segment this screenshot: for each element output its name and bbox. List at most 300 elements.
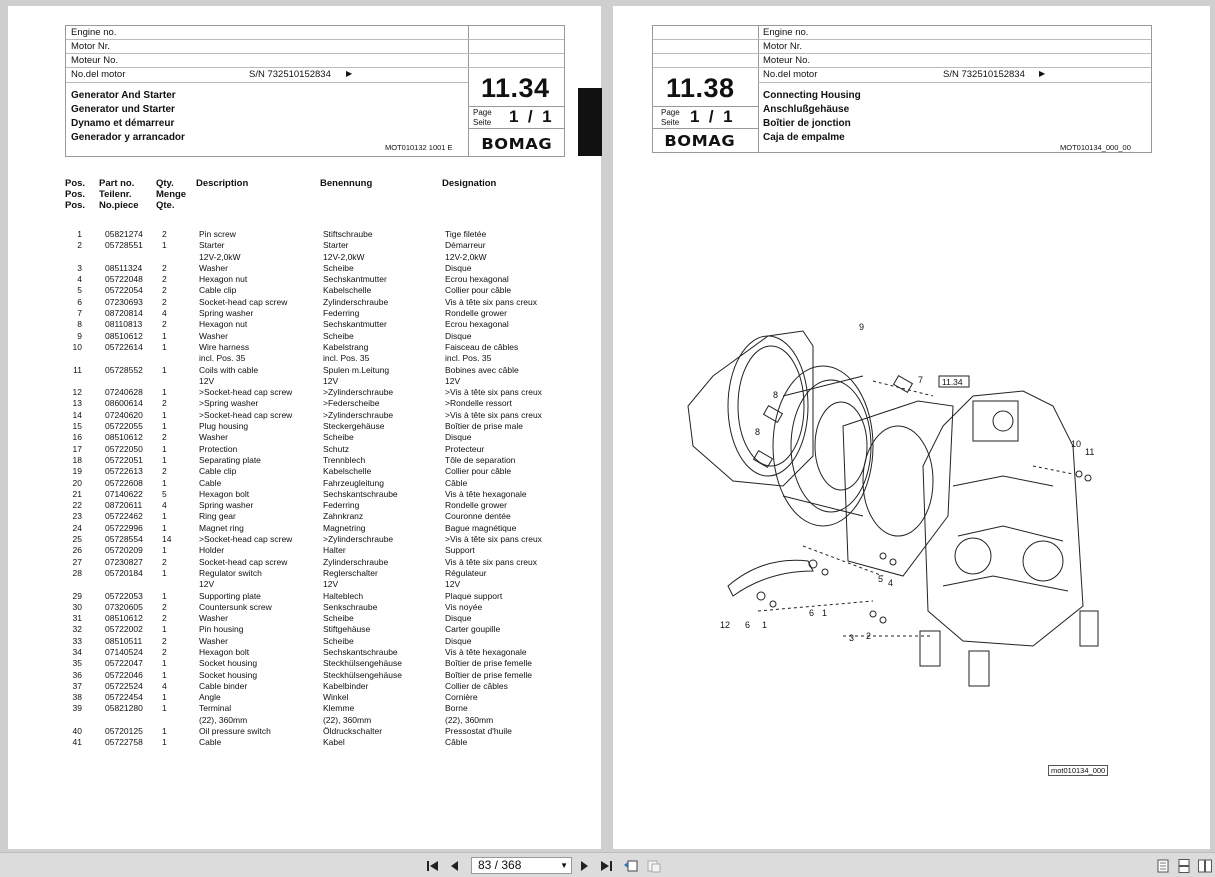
engine-no-label: Engine no. bbox=[758, 26, 1151, 40]
callout-4: 4 bbox=[888, 578, 894, 588]
description-cell: >Socket-head cap screw bbox=[199, 534, 293, 545]
designation-cell: Boîtier de prise femelle bbox=[445, 669, 532, 680]
designation-cell: 12V bbox=[445, 375, 461, 386]
description-cell: Hexagon bolt bbox=[199, 646, 250, 657]
benennung-cell: Zylinderschraube bbox=[323, 296, 389, 307]
designation-cell: Ecrou hexagonal bbox=[445, 319, 509, 330]
pos-cell: 20 bbox=[72, 477, 82, 488]
seite-label: Seite bbox=[661, 118, 680, 127]
part-number-cell: 05722047 bbox=[105, 658, 143, 669]
pos-cell: 24 bbox=[72, 522, 82, 533]
benennung-cell: Fahrzeugleitung bbox=[323, 477, 384, 488]
qty-cell: 2 bbox=[162, 556, 167, 567]
part-number-cell: 05722608 bbox=[105, 477, 143, 488]
viewer-toolbar bbox=[0, 852, 1215, 877]
col-designation: Designation bbox=[442, 178, 497, 189]
description-cell: incl. Pos. 35 bbox=[199, 353, 246, 364]
go-forward-view-icon[interactable] bbox=[645, 857, 663, 874]
pos-cell: 19 bbox=[72, 466, 82, 477]
designation-cell: 12V bbox=[445, 579, 461, 590]
pos-cell: 6 bbox=[77, 296, 82, 307]
benennung-cell: (22), 360mm bbox=[323, 714, 372, 725]
col-description: Description bbox=[196, 178, 249, 189]
pos-cell: 3 bbox=[77, 262, 82, 273]
pos-cell: 29 bbox=[72, 590, 82, 601]
benennung-cell: Sechskantschraube bbox=[323, 488, 398, 499]
designation-cell: Régulateur bbox=[445, 567, 487, 578]
benennung-cell: Scheibe bbox=[323, 613, 354, 624]
description-cell: Cable bbox=[199, 477, 222, 488]
qty-cell: 1 bbox=[162, 477, 167, 488]
description-cell: Spring washer bbox=[199, 500, 254, 511]
description-cell: Washer bbox=[199, 432, 228, 443]
benennung-cell: Scheibe bbox=[323, 432, 354, 443]
benennung-cell: Öldruckschalter bbox=[323, 726, 383, 737]
title-es: Caja de empalme bbox=[763, 132, 845, 143]
pos-cell: 31 bbox=[72, 613, 82, 624]
benennung-cell: Federring bbox=[323, 500, 360, 511]
engine-block-shape bbox=[923, 391, 1083, 646]
benennung-cell: 12V bbox=[323, 375, 339, 386]
qty-cell: 2 bbox=[162, 601, 167, 612]
qty-cell: 1 bbox=[162, 409, 167, 420]
description-cell: Washer bbox=[199, 613, 228, 624]
pos-cell: 21 bbox=[72, 488, 82, 499]
description-cell: Hexagon nut bbox=[199, 319, 248, 330]
designation-cell: Carter goupille bbox=[445, 624, 501, 635]
designation-cell: Disque bbox=[445, 432, 472, 443]
qty-cell: 1 bbox=[162, 511, 167, 522]
qty-cell: 1 bbox=[162, 387, 167, 398]
part-number-cell: 05720125 bbox=[105, 726, 143, 737]
qty-cell: 1 bbox=[162, 341, 167, 352]
pos-cell: 17 bbox=[72, 443, 82, 454]
description-cell: Holder bbox=[199, 545, 225, 556]
qty-cell: 1 bbox=[162, 658, 167, 669]
pos-cell: 25 bbox=[72, 534, 82, 545]
qty-cell: 1 bbox=[162, 454, 167, 465]
designation-cell: Couronne dentée bbox=[445, 511, 511, 522]
description-cell: 12V-2,0kW bbox=[199, 251, 241, 262]
section-number: 11.38 bbox=[666, 73, 735, 103]
part-number-cell: 05722758 bbox=[105, 737, 143, 748]
qty-cell: 1 bbox=[162, 545, 167, 556]
designation-cell: >Vis à tête six pans creux bbox=[445, 409, 542, 420]
part-number-cell: 05722524 bbox=[105, 680, 143, 691]
part-number-cell: 05720184 bbox=[105, 567, 143, 578]
part-number-cell: 05722614 bbox=[105, 341, 143, 352]
benennung-cell: Scheibe bbox=[323, 635, 354, 646]
qty-cell: 4 bbox=[162, 500, 167, 511]
serial-number: S/N 732510152834 bbox=[249, 69, 331, 80]
benennung-cell: Reglerschalter bbox=[323, 567, 378, 578]
designation-cell: Faisceau de câbles bbox=[445, 341, 519, 352]
next-page-icon[interactable] bbox=[578, 857, 592, 874]
motor-nr-label: Motor Nr. bbox=[758, 40, 1151, 54]
pos-cell: 15 bbox=[72, 421, 82, 432]
title-fr: Dynamo et démarreur bbox=[71, 118, 175, 129]
description-cell: Socket-head cap screw bbox=[199, 556, 288, 567]
benennung-cell: 12V bbox=[323, 579, 339, 590]
designation-cell: Câble bbox=[445, 477, 468, 488]
facing-pages-view-icon[interactable] bbox=[1198, 857, 1212, 874]
pos-cell: 10 bbox=[72, 341, 82, 352]
section-tab-marker bbox=[578, 88, 602, 156]
designation-cell: Tôle de separation bbox=[445, 454, 516, 465]
designation-cell: Tige filetée bbox=[445, 229, 487, 239]
engine-no-label: Engine no. bbox=[66, 26, 468, 40]
qty-cell: 2 bbox=[162, 296, 167, 307]
doc-id: MOT010134_000_00 bbox=[1060, 143, 1131, 152]
ref-box-11-34[interactable]: 11.34 bbox=[942, 377, 963, 387]
designation-cell: Rondelle grower bbox=[445, 308, 507, 319]
page-label: Page bbox=[661, 108, 680, 117]
designation-cell: Vis noyée bbox=[445, 601, 483, 612]
figure-id-label: mot010134_000 bbox=[1048, 765, 1108, 776]
benennung-cell: Magnetring bbox=[323, 522, 366, 533]
benennung-cell: >Zylinderschraube bbox=[323, 387, 394, 398]
pos-cell: 7 bbox=[77, 308, 82, 319]
description-cell: Socket housing bbox=[199, 669, 258, 680]
benennung-cell: Kabelstrang bbox=[323, 341, 369, 352]
qty-cell: 1 bbox=[162, 421, 167, 432]
description-cell: Angle bbox=[199, 692, 221, 703]
benennung-cell: Steckergehäuse bbox=[323, 421, 385, 432]
designation-cell: Vis à tête hexagonale bbox=[445, 488, 527, 499]
benennung-cell: Scheibe bbox=[323, 262, 354, 273]
description-cell: 12V bbox=[199, 375, 215, 386]
description-cell: Separating plate bbox=[199, 454, 261, 465]
description-cell: Terminal bbox=[199, 703, 232, 714]
description-cell: Hexagon nut bbox=[199, 274, 248, 285]
description-cell: Washer bbox=[199, 635, 228, 646]
part-number-cell: 05722055 bbox=[105, 421, 143, 432]
benennung-cell: >Federscheibe bbox=[323, 398, 380, 409]
single-page-view-icon[interactable] bbox=[1156, 857, 1170, 874]
pos-cell: 9 bbox=[77, 330, 82, 341]
part-number-cell: 05821280 bbox=[105, 703, 143, 714]
serial-arrow-icon[interactable]: ▶ bbox=[1039, 69, 1046, 78]
part-number-cell: 05722046 bbox=[105, 669, 143, 680]
designation-cell: >Vis à tête six pans creux bbox=[445, 534, 542, 545]
qty-cell: 1 bbox=[162, 240, 167, 251]
bomag-logo: BOMAG bbox=[481, 135, 553, 153]
page-label: Page bbox=[473, 108, 492, 117]
benennung-cell: Zahnkranz bbox=[323, 511, 364, 522]
section-number: 11.34 bbox=[481, 73, 550, 103]
benennung-cell: Sechskantmutter bbox=[323, 319, 387, 330]
benennung-cell: Halter bbox=[323, 545, 346, 556]
benennung-cell: Kabel bbox=[323, 737, 345, 748]
title-de: Generator und Starter bbox=[71, 104, 175, 115]
qty-cell: 1 bbox=[162, 692, 167, 703]
benennung-cell: Starter bbox=[323, 240, 349, 251]
benennung-cell: incl. Pos. 35 bbox=[323, 353, 370, 364]
designation-cell: Vis à tête six pans creux bbox=[445, 556, 537, 567]
description-cell: Regulator switch bbox=[199, 567, 262, 578]
benennung-cell: Schutz bbox=[323, 443, 349, 454]
pos-cell: 33 bbox=[72, 635, 82, 646]
moteur-no-label: Moteur No. bbox=[758, 54, 1151, 68]
designation-cell: Démarreur bbox=[445, 240, 486, 251]
designation-cell: Vis à tête six pans creux bbox=[445, 296, 537, 307]
pos-cell: 8 bbox=[77, 319, 82, 330]
qty-cell: 1 bbox=[162, 669, 167, 680]
ring-gear-shape bbox=[773, 366, 873, 526]
engine-foot-mid-shape bbox=[969, 651, 989, 686]
moteur-no-label: Moteur No. bbox=[66, 54, 468, 68]
pos-cell: 11 bbox=[73, 364, 82, 375]
qty-cell: 2 bbox=[162, 635, 167, 646]
callout-6a: 6 bbox=[809, 608, 815, 618]
pos-cell: 26 bbox=[72, 545, 82, 556]
description-cell: Ring gear bbox=[199, 511, 236, 522]
part-number-cell: 07240620 bbox=[105, 409, 143, 420]
part-number-cell: 07140524 bbox=[105, 646, 143, 657]
description-cell: Spring washer bbox=[199, 308, 254, 319]
description-cell: Countersunk screw bbox=[199, 601, 272, 612]
protection-shield-shape bbox=[728, 560, 813, 596]
qty-cell: 2 bbox=[162, 646, 167, 657]
designation-cell: Borne bbox=[445, 703, 468, 714]
title-en: Connecting Housing bbox=[763, 90, 861, 101]
benennung-cell: Spulen m.Leitung bbox=[323, 364, 390, 375]
callout-5: 5 bbox=[878, 574, 884, 584]
part-number-cell: 05728554 bbox=[105, 534, 143, 545]
pos-cell: 16 bbox=[72, 432, 82, 443]
callout-10: 10 bbox=[1071, 439, 1082, 449]
pos-cell: 41 bbox=[72, 737, 82, 748]
pos-cell: 27 bbox=[72, 556, 82, 567]
go-back-view-icon[interactable] bbox=[622, 857, 640, 874]
designation-cell: >Rondelle ressort bbox=[445, 398, 512, 409]
pos-cell: 2 bbox=[77, 240, 82, 251]
designation-cell: Vis à tête hexagonale bbox=[445, 646, 527, 657]
benennung-cell: Steckhülsengehäuse bbox=[323, 658, 402, 669]
pos-cell: 36 bbox=[72, 669, 82, 680]
qty-cell: 2 bbox=[162, 466, 167, 477]
part-number-cell: 08720611 bbox=[105, 500, 143, 511]
part-number-cell: 05722462 bbox=[105, 511, 143, 522]
designation-cell: Ecrou hexagonal bbox=[445, 274, 509, 285]
flywheel-housing-shape bbox=[688, 331, 813, 486]
designation-cell: Disque bbox=[445, 330, 472, 341]
qty-cell: 2 bbox=[162, 229, 167, 239]
qty-cell: 14 bbox=[162, 534, 172, 545]
qty-cell: 1 bbox=[162, 364, 167, 375]
qty-cell: 4 bbox=[162, 680, 167, 691]
designation-cell: Disque bbox=[445, 262, 472, 273]
part-number-cell: 08110813 bbox=[105, 319, 143, 330]
callout-8a: 8 bbox=[773, 390, 779, 400]
part-number-cell: 08510612 bbox=[105, 613, 143, 624]
serial-arrow-icon[interactable]: ▶ bbox=[346, 69, 353, 78]
qty-cell: 1 bbox=[162, 737, 167, 748]
description-cell: Wire harness bbox=[199, 341, 250, 352]
designation-cell: Rondelle grower bbox=[445, 500, 507, 511]
designation-cell: Boîtier de prise male bbox=[445, 421, 523, 432]
part-number-cell: 05722051 bbox=[105, 454, 143, 465]
col-pos: Pos. Pos. Pos. bbox=[65, 178, 86, 211]
pos-cell: 38 bbox=[72, 692, 82, 703]
first-page-icon[interactable] bbox=[425, 857, 441, 874]
description-cell: Protection bbox=[199, 443, 238, 454]
continuous-view-icon[interactable] bbox=[1177, 857, 1191, 874]
right-page bbox=[613, 6, 1210, 849]
part-number-cell: 07140622 bbox=[105, 488, 143, 499]
description-cell: 12V bbox=[199, 579, 215, 590]
pos-cell: 18 bbox=[72, 454, 82, 465]
pos-cell: 1 bbox=[77, 229, 82, 239]
part-number-cell: 05728552 bbox=[105, 364, 143, 375]
benennung-cell: Federring bbox=[323, 308, 360, 319]
designation-cell: Disque bbox=[445, 613, 472, 624]
callout-3: 3 bbox=[849, 633, 855, 643]
part-number-cell: 07230693 bbox=[105, 296, 143, 307]
designation-cell: Collier de câbles bbox=[445, 680, 508, 691]
designation-cell: Collier pour câble bbox=[445, 285, 512, 296]
part-number-cell: 05722002 bbox=[105, 624, 143, 635]
benennung-cell: Steckhülsengehäuse bbox=[323, 669, 402, 680]
callout-7: 7 bbox=[918, 375, 924, 385]
description-cell: Magnet ring bbox=[199, 522, 244, 533]
page-value: 1 / 1 bbox=[509, 107, 552, 126]
col-part: Part no. Teilenr. No.piece bbox=[99, 178, 139, 211]
designation-cell: Protecteur bbox=[445, 443, 485, 454]
qty-cell: 2 bbox=[162, 285, 167, 296]
part-number-cell: 07320605 bbox=[105, 601, 143, 612]
pos-cell: 39 bbox=[72, 703, 82, 714]
part-number-cell: 05821274 bbox=[105, 229, 143, 239]
part-number-cell: 05722613 bbox=[105, 466, 143, 477]
qty-cell: 2 bbox=[162, 319, 167, 330]
callout-2: 2 bbox=[866, 631, 872, 641]
qty-cell: 1 bbox=[162, 624, 167, 635]
benennung-cell: >Zylinderschraube bbox=[323, 534, 394, 545]
designation-cell: Câble bbox=[445, 737, 468, 748]
part-number-cell: 05728551 bbox=[105, 240, 143, 251]
designation-cell: Cornière bbox=[445, 692, 478, 703]
chevron-down-icon[interactable]: ▼ bbox=[560, 861, 568, 870]
qty-cell: 1 bbox=[162, 567, 167, 578]
qty-cell: 1 bbox=[162, 590, 167, 601]
left-header-box bbox=[65, 25, 565, 157]
col-benennung: Benennung bbox=[320, 178, 373, 189]
callout-6b: 6 bbox=[745, 620, 751, 630]
serial-number: S/N 732510152834 bbox=[943, 69, 1025, 80]
benennung-cell: Stiftgehäuse bbox=[323, 624, 371, 635]
description-cell: >Socket-head cap screw bbox=[199, 387, 293, 398]
qty-cell: 5 bbox=[162, 488, 167, 499]
designation-cell: Bobines avec câble bbox=[445, 364, 519, 375]
designation-cell: Boîtier de prise femelle bbox=[445, 658, 532, 669]
part-number-cell: 08510511 bbox=[105, 635, 143, 646]
qty-cell: 1 bbox=[162, 522, 167, 533]
prev-page-icon[interactable] bbox=[447, 857, 461, 874]
description-cell: Supporting plate bbox=[199, 590, 261, 601]
part-number-cell: 08720814 bbox=[105, 308, 143, 319]
description-cell: Hexagon bolt bbox=[199, 488, 250, 499]
seite-label: Seite bbox=[473, 118, 492, 127]
benennung-cell: Trennblech bbox=[323, 454, 366, 465]
callout-1a: 1 bbox=[822, 608, 828, 618]
description-cell: Washer bbox=[199, 262, 228, 273]
pos-cell: 4 bbox=[77, 274, 82, 285]
description-cell: Pin screw bbox=[199, 229, 236, 239]
left-page bbox=[8, 6, 601, 849]
part-number-cell: 05722053 bbox=[105, 590, 143, 601]
pos-cell: 34 bbox=[72, 646, 82, 657]
benennung-cell: Klemme bbox=[323, 703, 355, 714]
benennung-cell: Zylinderschraube bbox=[323, 556, 389, 567]
page-indicator: 83 / 368 bbox=[478, 858, 522, 872]
page-value: 1 / 1 bbox=[690, 107, 733, 126]
benennung-cell: Kabelbinder bbox=[323, 680, 369, 691]
exploded-view-drawing bbox=[673, 306, 1093, 706]
qty-cell: 1 bbox=[162, 443, 167, 454]
description-cell: Cable bbox=[199, 737, 222, 748]
pos-cell: 13 bbox=[72, 398, 82, 409]
benennung-cell: Scheibe bbox=[323, 330, 354, 341]
description-cell: Oil pressure switch bbox=[199, 726, 271, 737]
description-cell: >Spring washer bbox=[199, 398, 259, 409]
benennung-cell: 12V-2,0kW bbox=[323, 251, 365, 262]
description-cell: >Socket-head cap screw bbox=[199, 409, 293, 420]
designation-cell: (22), 360mm bbox=[445, 714, 494, 725]
last-page-icon[interactable] bbox=[598, 857, 614, 874]
part-number-cell: 08510612 bbox=[105, 330, 143, 341]
benennung-cell: Kabelschelle bbox=[323, 285, 372, 296]
benennung-cell: Winkel bbox=[323, 692, 349, 703]
no-del-motor-label: No.del motor bbox=[71, 69, 126, 80]
pos-cell: 14 bbox=[72, 409, 82, 420]
qty-cell: 1 bbox=[162, 703, 167, 714]
designation-cell: Plaque support bbox=[445, 590, 503, 601]
callout-9: 9 bbox=[859, 322, 865, 332]
part-number-cell: 08600614 bbox=[105, 398, 143, 409]
title-en: Generator And Starter bbox=[71, 90, 176, 101]
qty-cell: 2 bbox=[162, 274, 167, 285]
benennung-cell: Senkschraube bbox=[323, 601, 378, 612]
no-del-motor-label: No.del motor bbox=[763, 69, 818, 80]
pos-cell: 28 bbox=[72, 567, 82, 578]
title-de: Anschlußgehäuse bbox=[763, 104, 850, 115]
qty-cell: 2 bbox=[162, 432, 167, 443]
benennung-cell: Sechskantschraube bbox=[323, 646, 398, 657]
page-number-input[interactable] bbox=[471, 857, 572, 874]
description-cell: Cable binder bbox=[199, 680, 248, 691]
benennung-cell: Kabelschelle bbox=[323, 466, 372, 477]
part-number-cell: 05722050 bbox=[105, 443, 143, 454]
col-qty: Qty. Menge Qte. bbox=[156, 178, 187, 211]
part-number-cell: 08511324 bbox=[105, 262, 143, 273]
separating-plate-shape bbox=[843, 401, 953, 576]
part-number-cell: 07240628 bbox=[105, 387, 143, 398]
pos-cell: 22 bbox=[72, 500, 82, 511]
pos-cell: 32 bbox=[72, 624, 82, 635]
benennung-cell: >Zylinderschraube bbox=[323, 409, 394, 420]
description-cell: (22), 360mm bbox=[199, 714, 248, 725]
part-number-cell: 05722996 bbox=[105, 522, 143, 533]
part-number-cell: 05722054 bbox=[105, 285, 143, 296]
title-fr: Boîtier de jonction bbox=[763, 118, 851, 129]
callout-1b: 1 bbox=[762, 620, 768, 630]
pos-cell: 37 bbox=[72, 680, 82, 691]
part-number-cell: 05720209 bbox=[105, 545, 143, 556]
benennung-cell: Halteblech bbox=[323, 590, 364, 601]
pos-cell: 30 bbox=[72, 601, 82, 612]
doc-id: MOT010132 1001 E bbox=[385, 143, 453, 152]
